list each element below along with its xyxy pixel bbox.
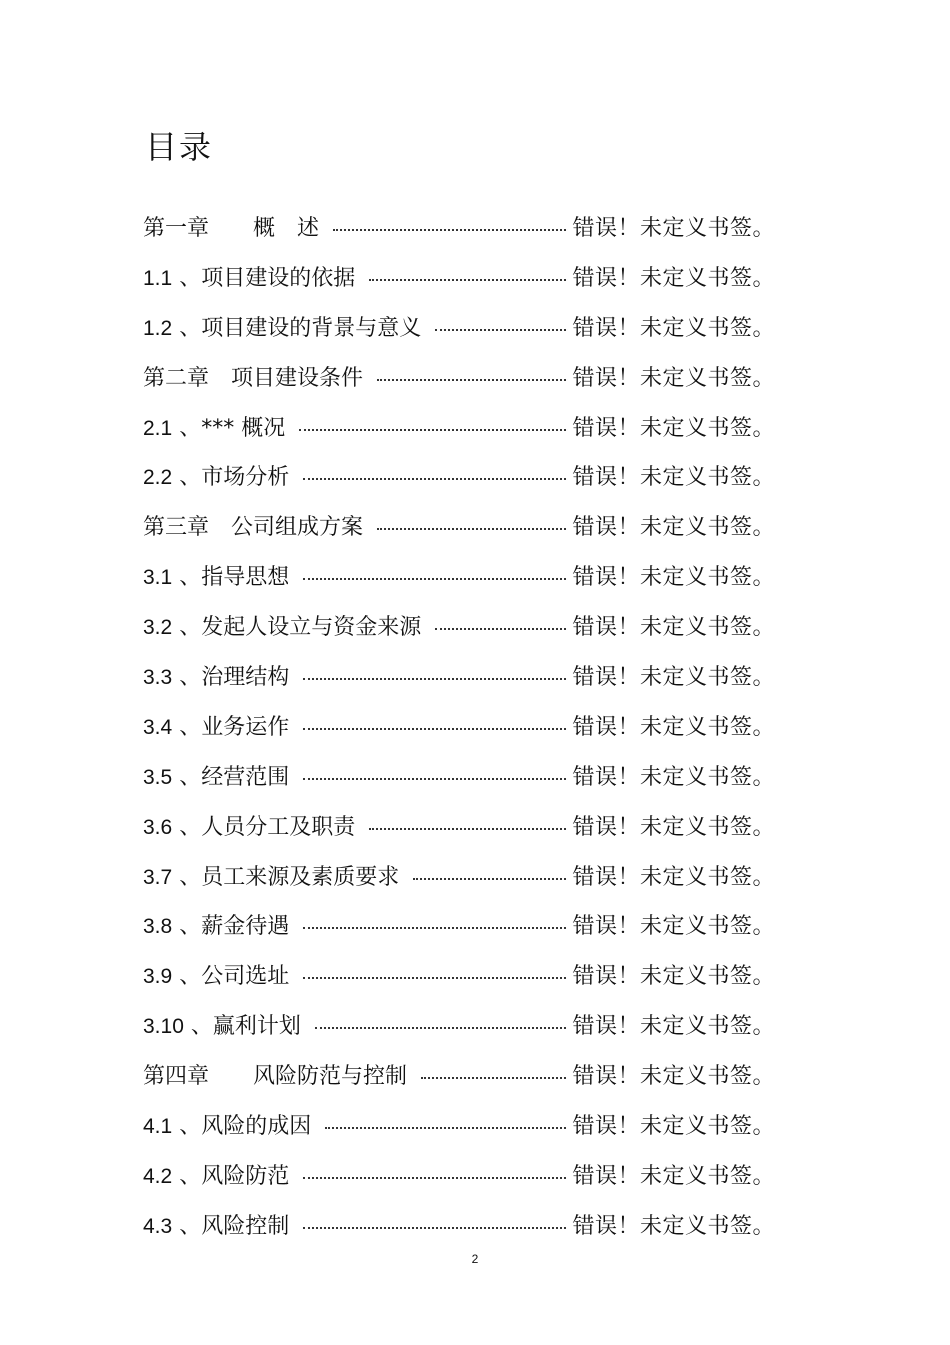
toc-entry-status: 错误！未定义书签。 [572, 1213, 775, 1239]
toc-entry-status: 错误！未定义书签。 [572, 964, 775, 990]
dot-leader [303, 927, 566, 929]
toc-entry[interactable] [143, 354, 775, 404]
toc-entry-label: 3.5 、经营范围 [143, 764, 290, 790]
toc-entry[interactable] [143, 553, 775, 603]
toc-entry-status: 错误！未定义书签。 [572, 1114, 775, 1140]
dot-leader [303, 478, 566, 480]
toc-entry-label: 4.2 、风险防范 [143, 1163, 290, 1189]
toc-entry-label: 3.2 、发起人设立与资金来源 [143, 615, 422, 641]
toc-entry-label: 2.1 、*** 概况 [143, 415, 286, 441]
toc-entry-status: 错误！未定义书签。 [572, 814, 775, 840]
table-of-contents [143, 204, 775, 1252]
dot-leader [377, 528, 566, 530]
toc-entry-status: 错误！未定义书签。 [572, 265, 775, 291]
toc-entry-status: 错误！未定义书签。 [572, 764, 775, 790]
toc-entry[interactable] [143, 703, 775, 753]
toc-entry-label: 3.8 、薪金待遇 [143, 914, 290, 940]
toc-entry[interactable] [143, 952, 775, 1002]
toc-entry-label: 3.10 、赢利计划 [143, 1014, 301, 1040]
toc-entry-label: 4.3 、风险控制 [143, 1213, 290, 1239]
toc-entry[interactable] [143, 453, 775, 503]
toc-entry[interactable] [143, 1152, 775, 1202]
toc-entry-label: 3.7 、员工来源及素质要求 [143, 864, 400, 890]
toc-entry-status: 错误！未定义书签。 [572, 864, 775, 890]
toc-entry-status: 错误！未定义书签。 [572, 365, 775, 391]
toc-entry-label: 第二章 项目建设条件 [143, 365, 364, 391]
toc-entry[interactable] [143, 1002, 775, 1052]
dot-leader [303, 728, 566, 730]
toc-entry-status: 错误！未定义书签。 [572, 465, 775, 491]
toc-entry[interactable] [143, 753, 775, 803]
page-title: 目录 [145, 128, 214, 166]
toc-entry[interactable] [143, 404, 775, 454]
toc-entry-label: 2.2 、市场分析 [143, 465, 290, 491]
toc-entry-status: 错误！未定义书签。 [572, 1064, 775, 1090]
toc-entry[interactable] [143, 304, 775, 354]
toc-entry[interactable] [143, 204, 775, 254]
dot-leader [303, 778, 566, 780]
toc-entry-label: 3.9 、公司选址 [143, 964, 290, 990]
dot-leader [325, 1127, 566, 1129]
toc-entry[interactable] [143, 1202, 775, 1252]
toc-entry-label: 3.6 、人员分工及职责 [143, 814, 356, 840]
toc-entry-status: 错误！未定义书签。 [572, 1163, 775, 1189]
toc-entry[interactable] [143, 653, 775, 703]
toc-entry-status: 错误！未定义书签。 [572, 615, 775, 641]
dot-leader [435, 628, 566, 630]
toc-entry[interactable] [143, 1052, 775, 1102]
toc-entry[interactable] [143, 503, 775, 553]
toc-entry-status: 错误！未定义书签。 [572, 216, 775, 241]
toc-entry[interactable] [143, 1102, 775, 1152]
toc-entry-label: 3.1 、指导思想 [143, 565, 290, 591]
toc-entry[interactable] [143, 254, 775, 304]
toc-entry-status: 错误！未定义书签。 [572, 1014, 775, 1040]
dot-leader [303, 678, 566, 680]
toc-entry-status: 错误！未定义书签。 [572, 415, 775, 441]
toc-entry[interactable] [143, 902, 775, 952]
dot-leader [377, 379, 566, 381]
toc-entry-status: 错误！未定义书签。 [572, 714, 775, 740]
dot-leader [303, 977, 566, 979]
toc-entry-status: 错误！未定义书签。 [572, 515, 775, 541]
dot-leader [369, 279, 566, 281]
dot-leader [333, 229, 566, 231]
toc-entry-status: 错误！未定义书签。 [572, 565, 775, 591]
dot-leader [413, 878, 566, 880]
dot-leader [303, 1177, 566, 1179]
toc-entry[interactable] [143, 803, 775, 853]
dot-leader [303, 1227, 566, 1229]
page-number: 2 [471, 1252, 479, 1266]
toc-entry-status: 错误！未定义书签。 [572, 914, 775, 940]
toc-entry-label: 1.2 、项目建设的背景与意义 [143, 315, 422, 341]
dot-leader [299, 429, 566, 431]
toc-entry-label: 第三章 公司组成方案 [143, 515, 364, 541]
toc-entry-label: 3.3 、治理结构 [143, 665, 290, 691]
dot-leader [421, 1077, 566, 1079]
toc-entry-label: 1.1 、项目建设的依据 [143, 265, 356, 291]
toc-entry[interactable] [143, 603, 775, 653]
dot-leader [435, 329, 566, 331]
toc-entry-label: 第四章 风险防范与控制 [143, 1064, 408, 1090]
toc-entry[interactable] [143, 853, 775, 903]
toc-entry-label: 第一章 概 述 [143, 216, 320, 241]
toc-entry-status: 错误！未定义书签。 [572, 665, 775, 691]
dot-leader [369, 828, 566, 830]
toc-entry-label: 4.1 、风险的成因 [143, 1114, 312, 1140]
dot-leader [315, 1027, 567, 1029]
dot-leader [303, 578, 566, 580]
toc-entry-label: 3.4 、业务运作 [143, 714, 290, 740]
toc-entry-status: 错误！未定义书签。 [572, 315, 775, 341]
